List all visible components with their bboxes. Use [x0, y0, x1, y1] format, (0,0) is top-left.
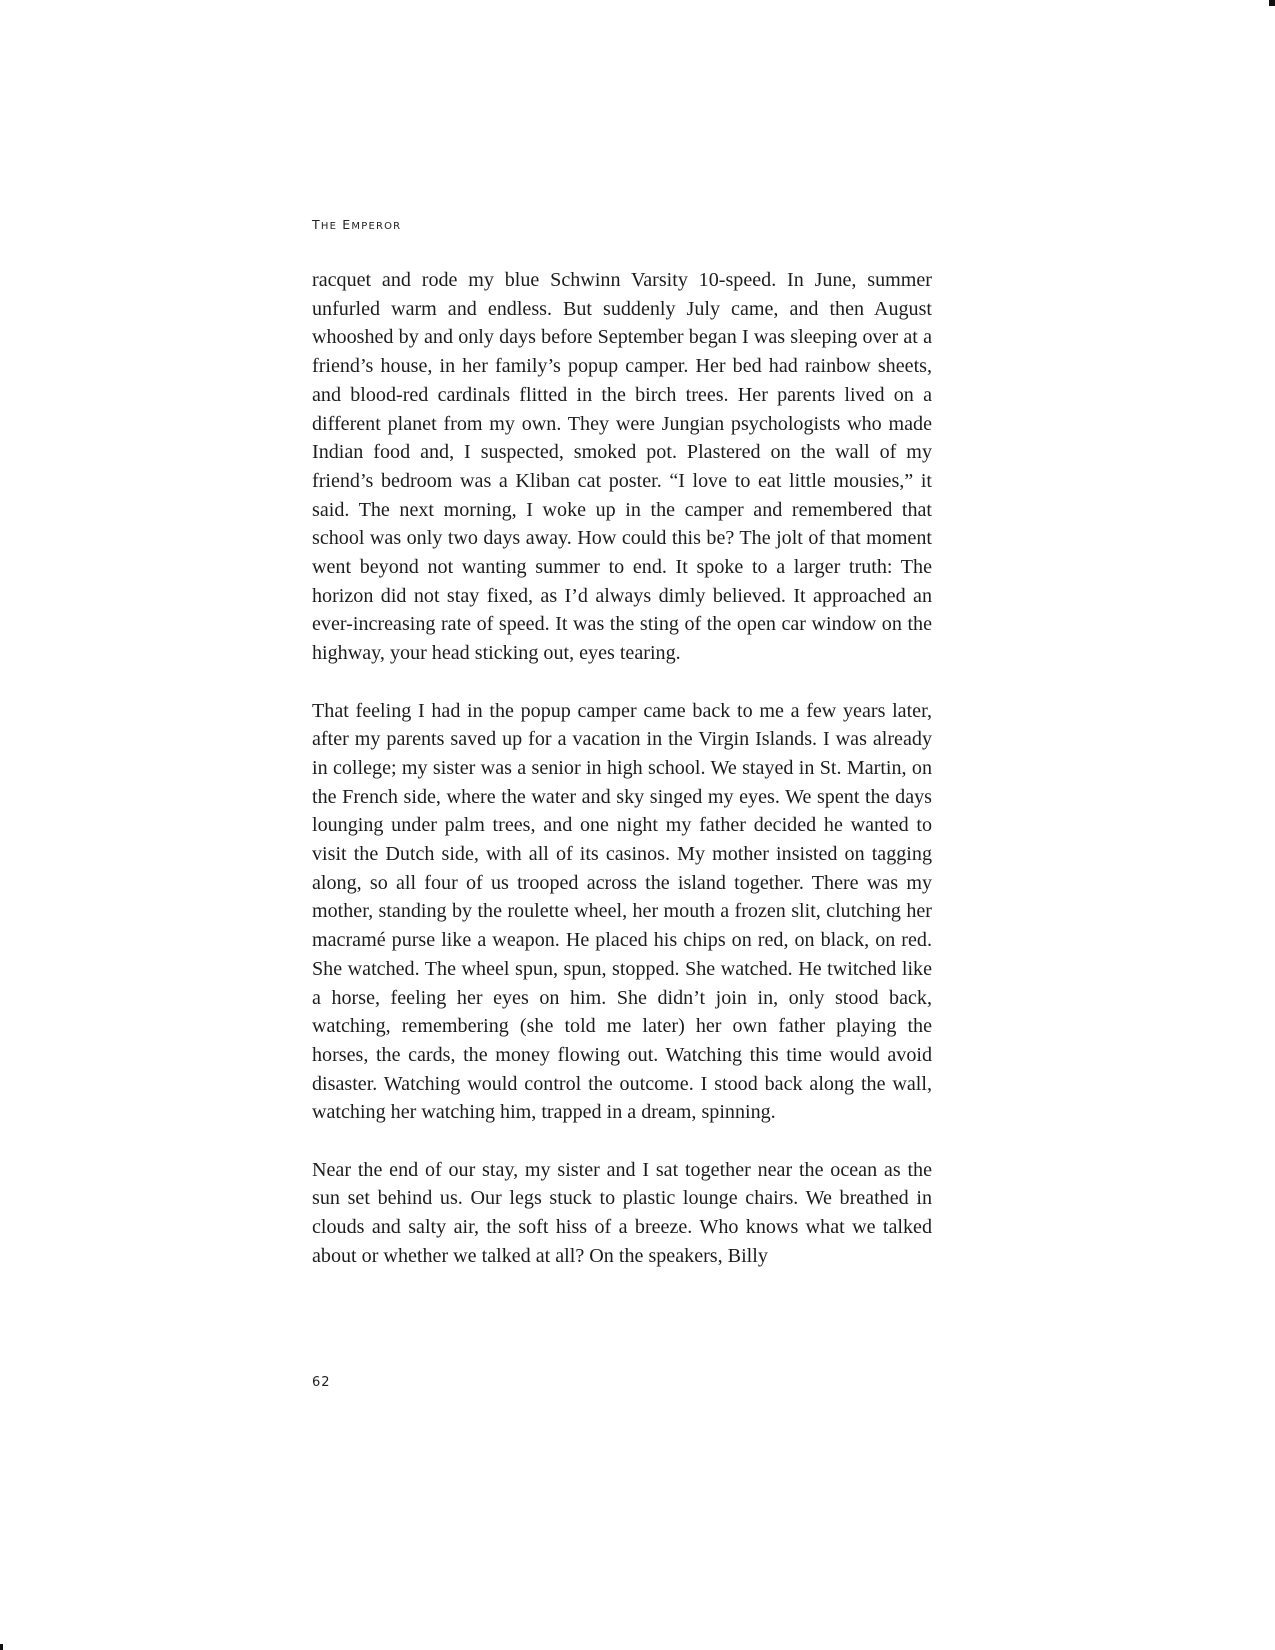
running-head-initial-2: E	[342, 217, 352, 232]
paragraph: That feeling I had in the popup camper came back to me a few years later, after my parents saved up for a vacation in the Virgin Islands. I was already in college; my sister was a senior in high school. We stayed in St. Martin, on the French side, where the water and sky singed my eyes. We spent the days lounging under palm trees, and one night my father decided he wanted to visit the Dutch side, with all of its casinos. My mother insisted on tagging along, so all four of us trooped across the island together. There was my mother, standing by the roulette wheel, her mouth a frozen slit, clutching her macramé purse like a weapon. He placed his chips on red, on black, on red. She watched. The wheel spun, spun, stopped. She watched. He twitched like a horse, feeling her eyes on him. She didn’t join in, only stood back, watching, remembering (she told me later) her own father playing the horses, the cards, the money flowing out. Watching this time would avoid disaster. Watching would control the outcome. I stood back along the wall, watching her watching him, trapped in a dream, spinning.	[312, 699, 932, 1124]
running-head-initial-1: T	[312, 217, 321, 232]
body-text	[312, 266, 932, 1271]
running-head	[312, 217, 401, 232]
paragraph: Near the end of our stay, my sister and I sat together near the ocean as the sun set behind us. Our legs stuck to plastic lounge chairs. We breathed in clouds and salty air, the soft hiss of a breeze. Who knows what we talked about or whether we talked at all? On the speakers, Billy	[312, 1158, 932, 1267]
scan-edge-mark	[0, 1644, 3, 1650]
scan-corner-mark	[1269, 0, 1275, 6]
paragraph: racquet and rode my blue Schwinn Varsity 10-speed. In June, summer unfurled warm and endless. But suddenly July came, and then August whooshed by and only days before September began I was sleeping over at a friend’s house, in her family’s popup camper. Her bed had rainbow sheets, and blood-red cardinals flitted in the birch trees. Her parents lived on a different planet from my own. They were Jungian psychologists who made Indian food and, I suspected, smoked pot. Plastered on the wall of my friend’s bedroom was a Kliban cat poster. “I love to eat little mousies,” it said. The next morning, I woke up in the camper and remembered that school was only two days away. How could this be? The jolt of that moment went beyond not wanting summer to end. It spoke to a larger truth: The horizon did not stay fixed, as I’d always dimly believed. It approached an ever-increasing rate of speed. It was the sting of the open car window on the highway, your head sticking out, eyes tearing.	[312, 269, 932, 665]
running-head-rest-1: HE	[320, 221, 338, 232]
running-head-rest-2: MPEROR	[351, 221, 402, 232]
page-number: 62	[312, 1375, 331, 1390]
